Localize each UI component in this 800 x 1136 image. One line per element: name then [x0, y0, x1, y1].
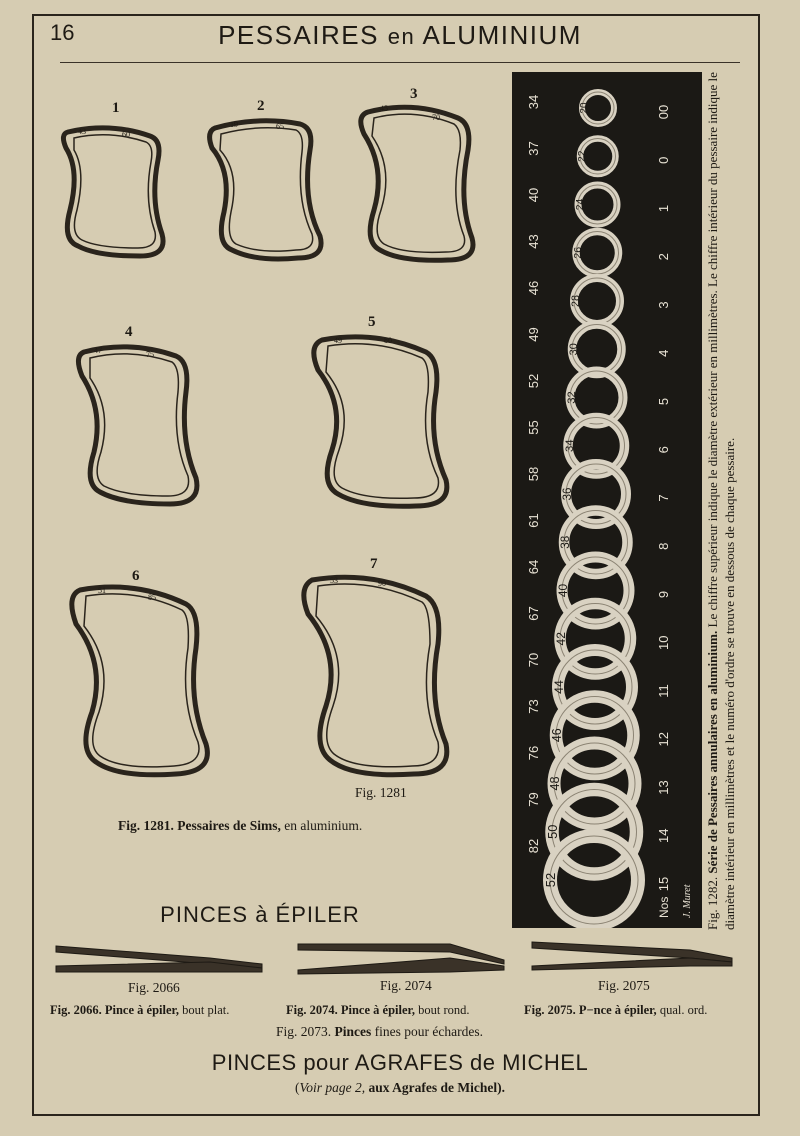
mark: 75: [146, 350, 154, 359]
fig-2074-small: Fig. 2074: [380, 978, 432, 993]
ring-order-number: 7: [656, 494, 671, 502]
caption-rest: qual. ord.: [659, 1003, 708, 1017]
ring-outer-diameter: 46: [526, 280, 541, 296]
ring-inner-diameter: 24: [575, 198, 586, 211]
rings-panel: [512, 72, 702, 928]
fig-2066-caption: [50, 1003, 229, 1018]
mark: 80: [384, 336, 392, 345]
ring-order-number: 3: [656, 301, 671, 309]
ring-outer-diameter: 34: [526, 94, 541, 110]
caption-num: Fig. 2074.: [286, 1003, 338, 1017]
fig-2075-small: Fig. 2075: [598, 978, 650, 993]
caption-bold: Pince à épiler,: [340, 1003, 416, 1017]
pessaire-2: [210, 121, 321, 259]
ring-inner-diameter: 38: [559, 535, 572, 549]
fig-1282-caption: [704, 70, 738, 930]
ring-inner-diameter: 36: [562, 487, 574, 501]
fig-2066-small: Fig. 2066: [128, 980, 180, 995]
ring-inner-diameter: 40: [556, 583, 570, 598]
ring-order-number: 9: [656, 590, 671, 599]
caption-num: Fig. 2075.: [524, 1003, 576, 1017]
caption-bold: Pince à épiler,: [104, 1003, 180, 1017]
pessaire-label-4: 4: [125, 324, 133, 340]
ring-inner-diameter: 32: [566, 391, 578, 404]
fig-1282-bold: Série de Pessaires annulaires en aluminium.: [705, 630, 720, 874]
mark: 45: [380, 104, 388, 113]
caption-num: Fig. 2073.: [276, 1024, 332, 1039]
title-word-1: PESSAIRES: [218, 20, 379, 50]
ring-inner-diameter: 30: [568, 343, 580, 356]
note-rest: aux Agrafes de Michel).: [368, 1080, 505, 1095]
ring-outer-diameter: 67: [526, 606, 541, 621]
rings-illustration: [512, 72, 702, 928]
ring-inner-diameter: 20: [579, 102, 590, 114]
ring-order-number: 8: [656, 542, 671, 550]
mark: 47: [94, 346, 102, 355]
fig-2075-caption: [524, 1003, 707, 1018]
ring-order-number: 11: [656, 684, 671, 698]
ring-inner-diameter: 22: [577, 150, 588, 162]
fig-1281-caption-num: Fig. 1281.: [118, 818, 174, 833]
pinces-heading: PINCES à ÉPILER: [160, 902, 360, 927]
ring-order-number: 13: [656, 780, 671, 795]
pessaire-1: [63, 128, 163, 256]
ring-inner-diameter: 50: [545, 824, 560, 839]
agrafes-note: [0, 1080, 800, 1096]
pessaire-label-6: 6: [132, 568, 140, 584]
title-word-2: en: [387, 24, 416, 49]
ring-outer-diameter: 52: [526, 373, 541, 389]
agrafes-heading: PINCES pour AGRAFES de MICHEL: [211, 1050, 589, 1075]
ring-outer-diameter: 76: [526, 745, 541, 761]
pessaire-6: [72, 587, 208, 775]
mark: 85: [148, 593, 156, 602]
ring-outer-diameter: 73: [526, 699, 541, 714]
caption-rest: fines pour échardes.: [374, 1024, 483, 1039]
pessaire-5: [314, 337, 447, 506]
ring-order-number: 0: [656, 156, 671, 164]
page-number: 16: [50, 20, 75, 45]
fig-1281-caption-rest: en aluminium.: [284, 818, 363, 833]
ring-order-number: 00: [656, 104, 671, 120]
pessaire-4: [78, 347, 197, 504]
ring-outer-diameter: 37: [526, 141, 541, 156]
caption-num: Fig. 2066.: [50, 1003, 102, 1017]
ring-order-number: 14: [656, 828, 671, 843]
pessaire-3: [361, 107, 473, 260]
pessaire-label-1: 1: [112, 100, 120, 116]
signature: J. Muret: [682, 884, 693, 918]
ring-inner-diameter: 52: [543, 872, 558, 888]
ring-order-number: 1: [656, 204, 671, 213]
pessaire-label-5: 5: [368, 314, 376, 330]
caption-rest: bout plat.: [182, 1003, 230, 1017]
ring-order-number: 6: [656, 446, 671, 454]
ring-outer-diameter: 40: [526, 187, 541, 203]
mark: 49: [334, 336, 342, 345]
title-word-3: ALUMINIUM: [422, 20, 582, 50]
ring-outer-diameter: 58: [526, 466, 541, 482]
tweezers-illustrations: [56, 942, 732, 974]
mark: 19: [230, 120, 238, 129]
fig-2073-caption: [276, 1024, 483, 1040]
ring-outer-diameter: 82: [526, 838, 541, 854]
pessaire-label-2: 2: [257, 98, 265, 114]
ring-order-number: 15: [656, 876, 671, 892]
ring-inner-diameter: 44: [552, 680, 566, 694]
pessaire-label-3: 3: [410, 86, 418, 102]
ring-outer-diameter: 79: [526, 792, 541, 807]
mark: 65: [276, 122, 284, 131]
ring-inner-diameter: 28: [570, 295, 582, 307]
mark: 90: [378, 579, 386, 588]
mark: 70: [432, 113, 440, 122]
fig-1281-small-label: Fig. 1281: [355, 785, 407, 800]
ring-inner-diameter: 46: [550, 728, 564, 743]
fig-1281-caption: [118, 818, 362, 834]
ring-outer-diameter: 61: [526, 513, 541, 528]
fig-1282-rest: Le chiffre supérieur indique le diamètre extérieur en millimètres. Le chiffre intérieur du pessaire indique le diamètre intérieur en millimètres et le numéro d'ordre se trouve en dessous de chaque pessaire.: [705, 72, 737, 930]
note-italic: Voir page 2,: [299, 1080, 366, 1095]
pessaire-7: [304, 577, 447, 775]
mark: 60: [122, 130, 130, 139]
mark: 43: [78, 127, 86, 136]
pessaire-label-7: 7: [370, 556, 378, 572]
ring-order-number: 2: [656, 253, 671, 261]
note-open: (: [295, 1080, 300, 1095]
nos-label: Nos: [657, 896, 671, 918]
ring-inner-diameter: 34: [564, 439, 576, 453]
caption-bold: Pinces: [334, 1024, 372, 1039]
ring-outer-diameter: 64: [526, 559, 541, 575]
ring-inner-diameter: 48: [548, 776, 562, 791]
ring-outer-diameter: 49: [526, 327, 541, 342]
ring-inner-diameter: 26: [572, 246, 584, 259]
ring-inner-diameter: 42: [554, 632, 568, 646]
mark: 53: [330, 576, 338, 585]
ring-outer-diameter: 70: [526, 652, 541, 668]
caption-bold: P−nce à épiler,: [578, 1003, 657, 1017]
fig-2074-caption: [286, 1003, 470, 1018]
ring-order-number: 4: [656, 349, 671, 357]
fig-1281-caption-name: Pessaires de Sims,: [177, 818, 281, 833]
mark: 51: [98, 586, 106, 595]
ring-outer-diameter: 43: [526, 234, 541, 249]
fig-1282-caption-box: [704, 70, 754, 930]
ring-outer-diameter: 55: [526, 420, 541, 435]
caption-rest: bout rond.: [418, 1003, 470, 1017]
fig-1282-num: Fig. 1282.: [705, 876, 720, 930]
ring-order-number: 12: [656, 732, 671, 747]
ring-order-number: 5: [656, 397, 671, 406]
ring-order-number: 10: [656, 635, 671, 650]
